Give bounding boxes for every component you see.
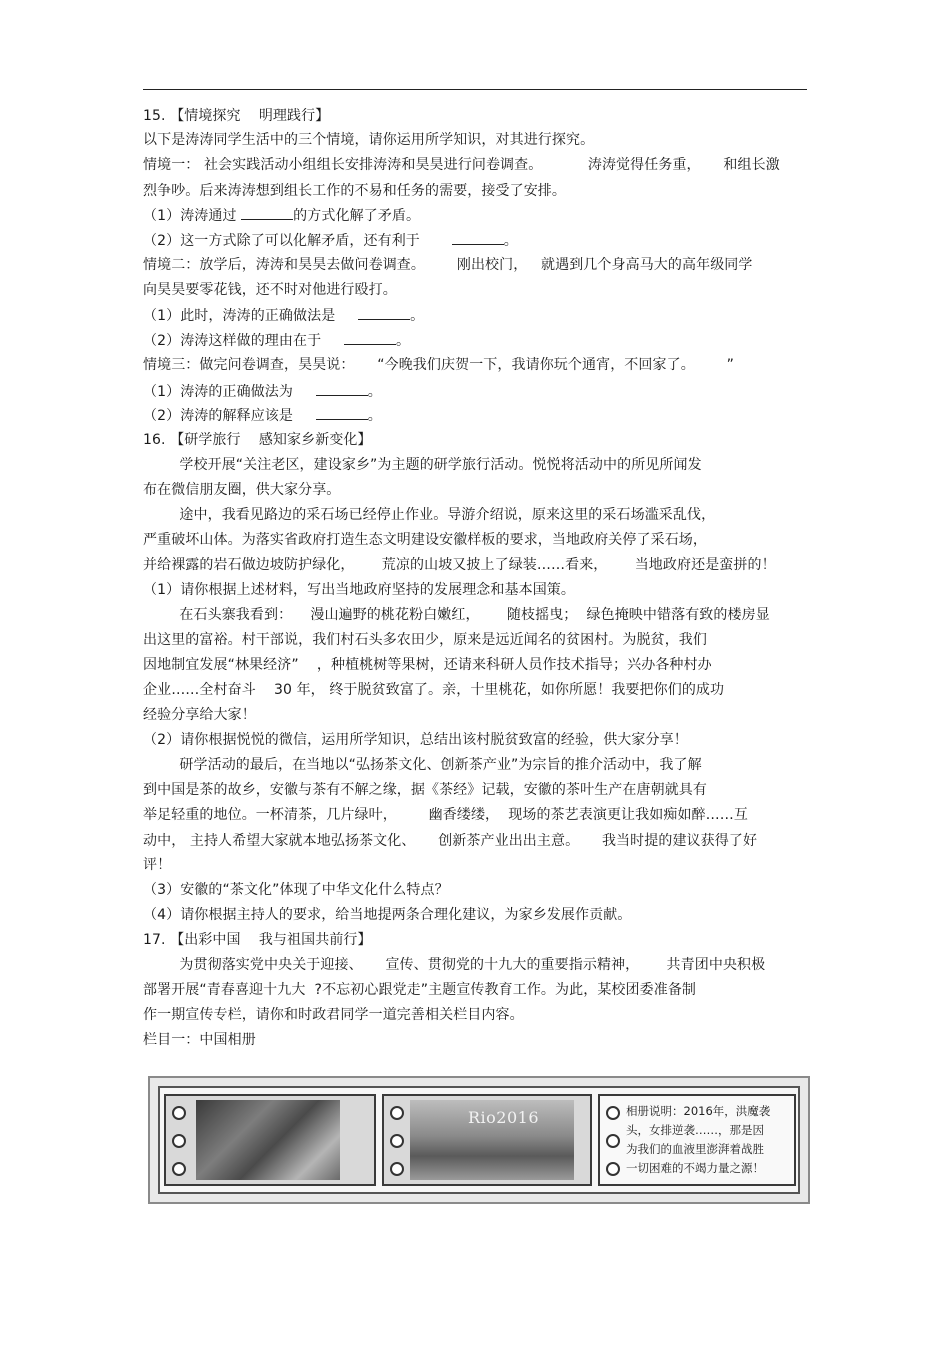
line-text: 出这里的富裕。村干部说，我们村石头多农田少，原来是远近闻名的贫困村。为脱贫，我们 (143, 632, 707, 648)
text-line (143, 555, 776, 575)
binder-ring-icon (606, 1134, 620, 1148)
text-line (143, 930, 372, 950)
text-line (143, 106, 329, 126)
line-text-after-blank: 。 (410, 308, 425, 324)
line-text: 在石头寨我看到： 漫山遍野的桃花粉白嫩红， 随枝摇曳； 绿色掩映中错落有致的楼房显 (143, 607, 770, 623)
text-line (143, 330, 410, 351)
line-text: 16. 【研学旅行 感知家乡新变化】 (143, 432, 372, 448)
line-text: （1）请你根据上述材料，写出当地政府坚持的发展理念和基本国策。 (143, 582, 576, 598)
line-text: 部署开展“青春喜迎十九大 ?不忘初心跟党走”主题宣传教育工作。为此，某校团委准备制 (143, 982, 697, 998)
line-text-after-blank: 的方式化解了矛盾。 (293, 208, 421, 224)
text-line (143, 430, 372, 450)
line-text: （4）请你根据主持人的要求，给当地提两条合理化建议，为家乡发展作贡献。 (143, 907, 632, 923)
line-text: 作一期宣传专栏，请你和时政君同学一道完善相关栏目内容。 (143, 1007, 524, 1023)
text-line (143, 605, 770, 625)
text-line (143, 580, 575, 600)
text-line (143, 405, 382, 426)
line-text: （2）涛涛这样做的理由在于 (143, 333, 344, 349)
answer-blank[interactable] (452, 230, 504, 245)
line-text: 途中，我看见路边的采石场已经停止作业。导游介绍说，原来这里的采石场滥采乱伐， (143, 507, 716, 523)
line-text: 严重破坏山体。为落实省政府打造生态文明建设安徽样板的要求，当地政府关停了采石场， (143, 532, 707, 548)
text-line (143, 480, 340, 500)
volleyball-team-photo (410, 1100, 574, 1180)
answer-blank[interactable] (316, 405, 368, 420)
line-text: 向昊昊要零花钱，还不时对他进行殴打。 (143, 282, 397, 298)
text-line (143, 230, 518, 251)
line-text: 企业……全村奋斗 30 年， 终于脱贫致富了。亲，十里桃花，如你所愿！我要把你们的成功 (143, 682, 725, 698)
line-text: （1）涛涛的正确做法为 (143, 384, 316, 400)
line-text-after-blank: 。 (395, 333, 411, 349)
answer-blank[interactable] (316, 381, 368, 396)
line-text: （2）涛涛的解释应该是 (143, 408, 316, 424)
line-text-after-blank: 。 (367, 384, 382, 400)
text-line (143, 831, 757, 851)
binder-ring-icon (172, 1162, 186, 1176)
line-text: 举足轻重的地位。一杯清茶，几片绿叶， 幽香缕缕， 现场的茶艺表演更让我如痴如醉……互 (143, 807, 748, 823)
text-line (143, 155, 780, 175)
answer-blank[interactable] (344, 330, 396, 345)
text-line (143, 130, 594, 150)
text-line (143, 205, 420, 226)
line-text-after-blank: 。 (503, 233, 518, 249)
text-line (143, 655, 712, 675)
line-text-after-blank: 。 (367, 408, 382, 424)
line-text: （3）安徽的“茶文化”体现了中华文化什么特点？ (143, 882, 449, 898)
album-caption-text: 相册说明：2016年，洪魔袭 头，女排逆袭……，那是因 为我们的血液里澎湃着战胜 一切困难的不竭力量之源！ (626, 1104, 771, 1175)
line-text: 布在微信朋友圈，供大家分享。 (143, 482, 341, 498)
text-line (143, 1005, 524, 1025)
binder-ring-icon (606, 1162, 620, 1176)
text-line (143, 530, 707, 550)
text-line (143, 455, 702, 475)
text-line (143, 905, 631, 925)
text-line (143, 1030, 256, 1050)
line-text: 研学活动的最后，在当地以“弘扬茶文化、创新茶产业”为宗旨的推介活动中，我了解 (143, 757, 702, 773)
text-line (143, 730, 688, 750)
text-line (143, 505, 715, 525)
text-line (143, 630, 707, 650)
header-rule (143, 89, 807, 90)
line-text: 栏目一：中国相册 (143, 1032, 256, 1048)
line-text: 动中， 主持人希望大家就本地弘扬茶文化、 创新茶产业出出主意。 我当时提的建议获得了好 (143, 833, 758, 849)
text-line (143, 755, 702, 775)
text-line (143, 381, 382, 402)
line-text: 烈争吵。后来涛涛想到组长工作的不易和任务的需要，接受了安排。 (143, 183, 566, 199)
text-line (143, 980, 696, 1000)
line-text: 因地制宜发展“林果经济” ，种植桃树等果树，还请来科研人员作技术指导；兴办各种村办 (143, 657, 712, 673)
album-panel-volleyball (382, 1094, 592, 1186)
line-text: （2）这一方式除了可以化解矛盾，还有利于 (143, 233, 452, 249)
line-text: 到中国是茶的故乡，安徽与茶有不解之缘，据《茶经》记载，安徽的茶叶生产在唐朝就具有 (143, 782, 707, 798)
binder-ring-icon (172, 1134, 186, 1148)
line-text: 为贯彻落实党中央关于迎接、 宣传、贯彻党的十九大的重要指示精神， 共青团中央积极 (143, 957, 766, 973)
text-line (143, 805, 748, 825)
binder-ring-icon (390, 1134, 404, 1148)
text-line (143, 255, 753, 275)
text-line (143, 680, 724, 700)
line-text: 15. 【情境探究 明理践行】 (143, 108, 330, 124)
line-text: （2）请你根据悦悦的微信，运用所学知识，总结出该村脱贫致富的经验，供大家分享！ (143, 732, 688, 748)
line-text: 学校开展“关注老区，建设家乡”为主题的研学旅行活动。悦悦将活动中的所见所闻发 (143, 457, 702, 473)
photo-album-figure (148, 1076, 810, 1204)
binder-ring-icon (390, 1162, 404, 1176)
answer-blank[interactable] (358, 305, 410, 320)
album-panel-caption (598, 1094, 796, 1186)
line-text: （1）此时，涛涛的正确做法是 (143, 308, 359, 324)
line-text: （1）涛涛通过 (143, 208, 242, 224)
text-line (143, 305, 424, 326)
text-line (143, 855, 171, 875)
line-text: 以下是涛涛同学生活中的三个情境，请你运用所学知识，对其进行探究。 (143, 132, 595, 148)
rio2016-logo: Rio2016 (468, 1108, 540, 1127)
line-text: 情境三：做完问卷调查，昊昊说： “今晚我们庆贺一下，我请你玩个通宵，不回家了。 ” (143, 357, 735, 373)
album-panel-flood (164, 1094, 376, 1186)
text-line (143, 955, 765, 975)
text-line (143, 780, 707, 800)
flood-rescue-photo (196, 1100, 340, 1180)
line-text: 情境一： 社会实践活动小组组长安排涛涛和昊昊进行问卷调查。 涛涛觉得任务重， 和组长激 (143, 157, 780, 173)
answer-blank[interactable] (241, 205, 293, 220)
line-text: 情境二：放学后，涛涛和昊昊去做问卷调查。 刚出校门， 就遇到几个身高马大的高年级同学 (143, 257, 753, 273)
text-line (143, 705, 256, 725)
binder-ring-icon (172, 1106, 186, 1120)
line-text: 经验分享给大家！ (143, 707, 256, 723)
line-text: 评！ (143, 857, 172, 873)
binder-ring-icon (390, 1106, 404, 1120)
line-text: 并给裸露的岩石做边坡防护绿化， 荒凉的山坡又披上了绿装……看来， 当地政府还是蛮拼的！ (143, 557, 776, 573)
text-line (143, 880, 449, 900)
album-frame (158, 1086, 800, 1194)
binder-ring-icon (606, 1106, 620, 1120)
text-line (143, 280, 397, 300)
text-line (143, 355, 734, 375)
line-text: 17. 【出彩中国 我与祖国共前行】 (143, 932, 372, 948)
text-line (143, 181, 566, 201)
